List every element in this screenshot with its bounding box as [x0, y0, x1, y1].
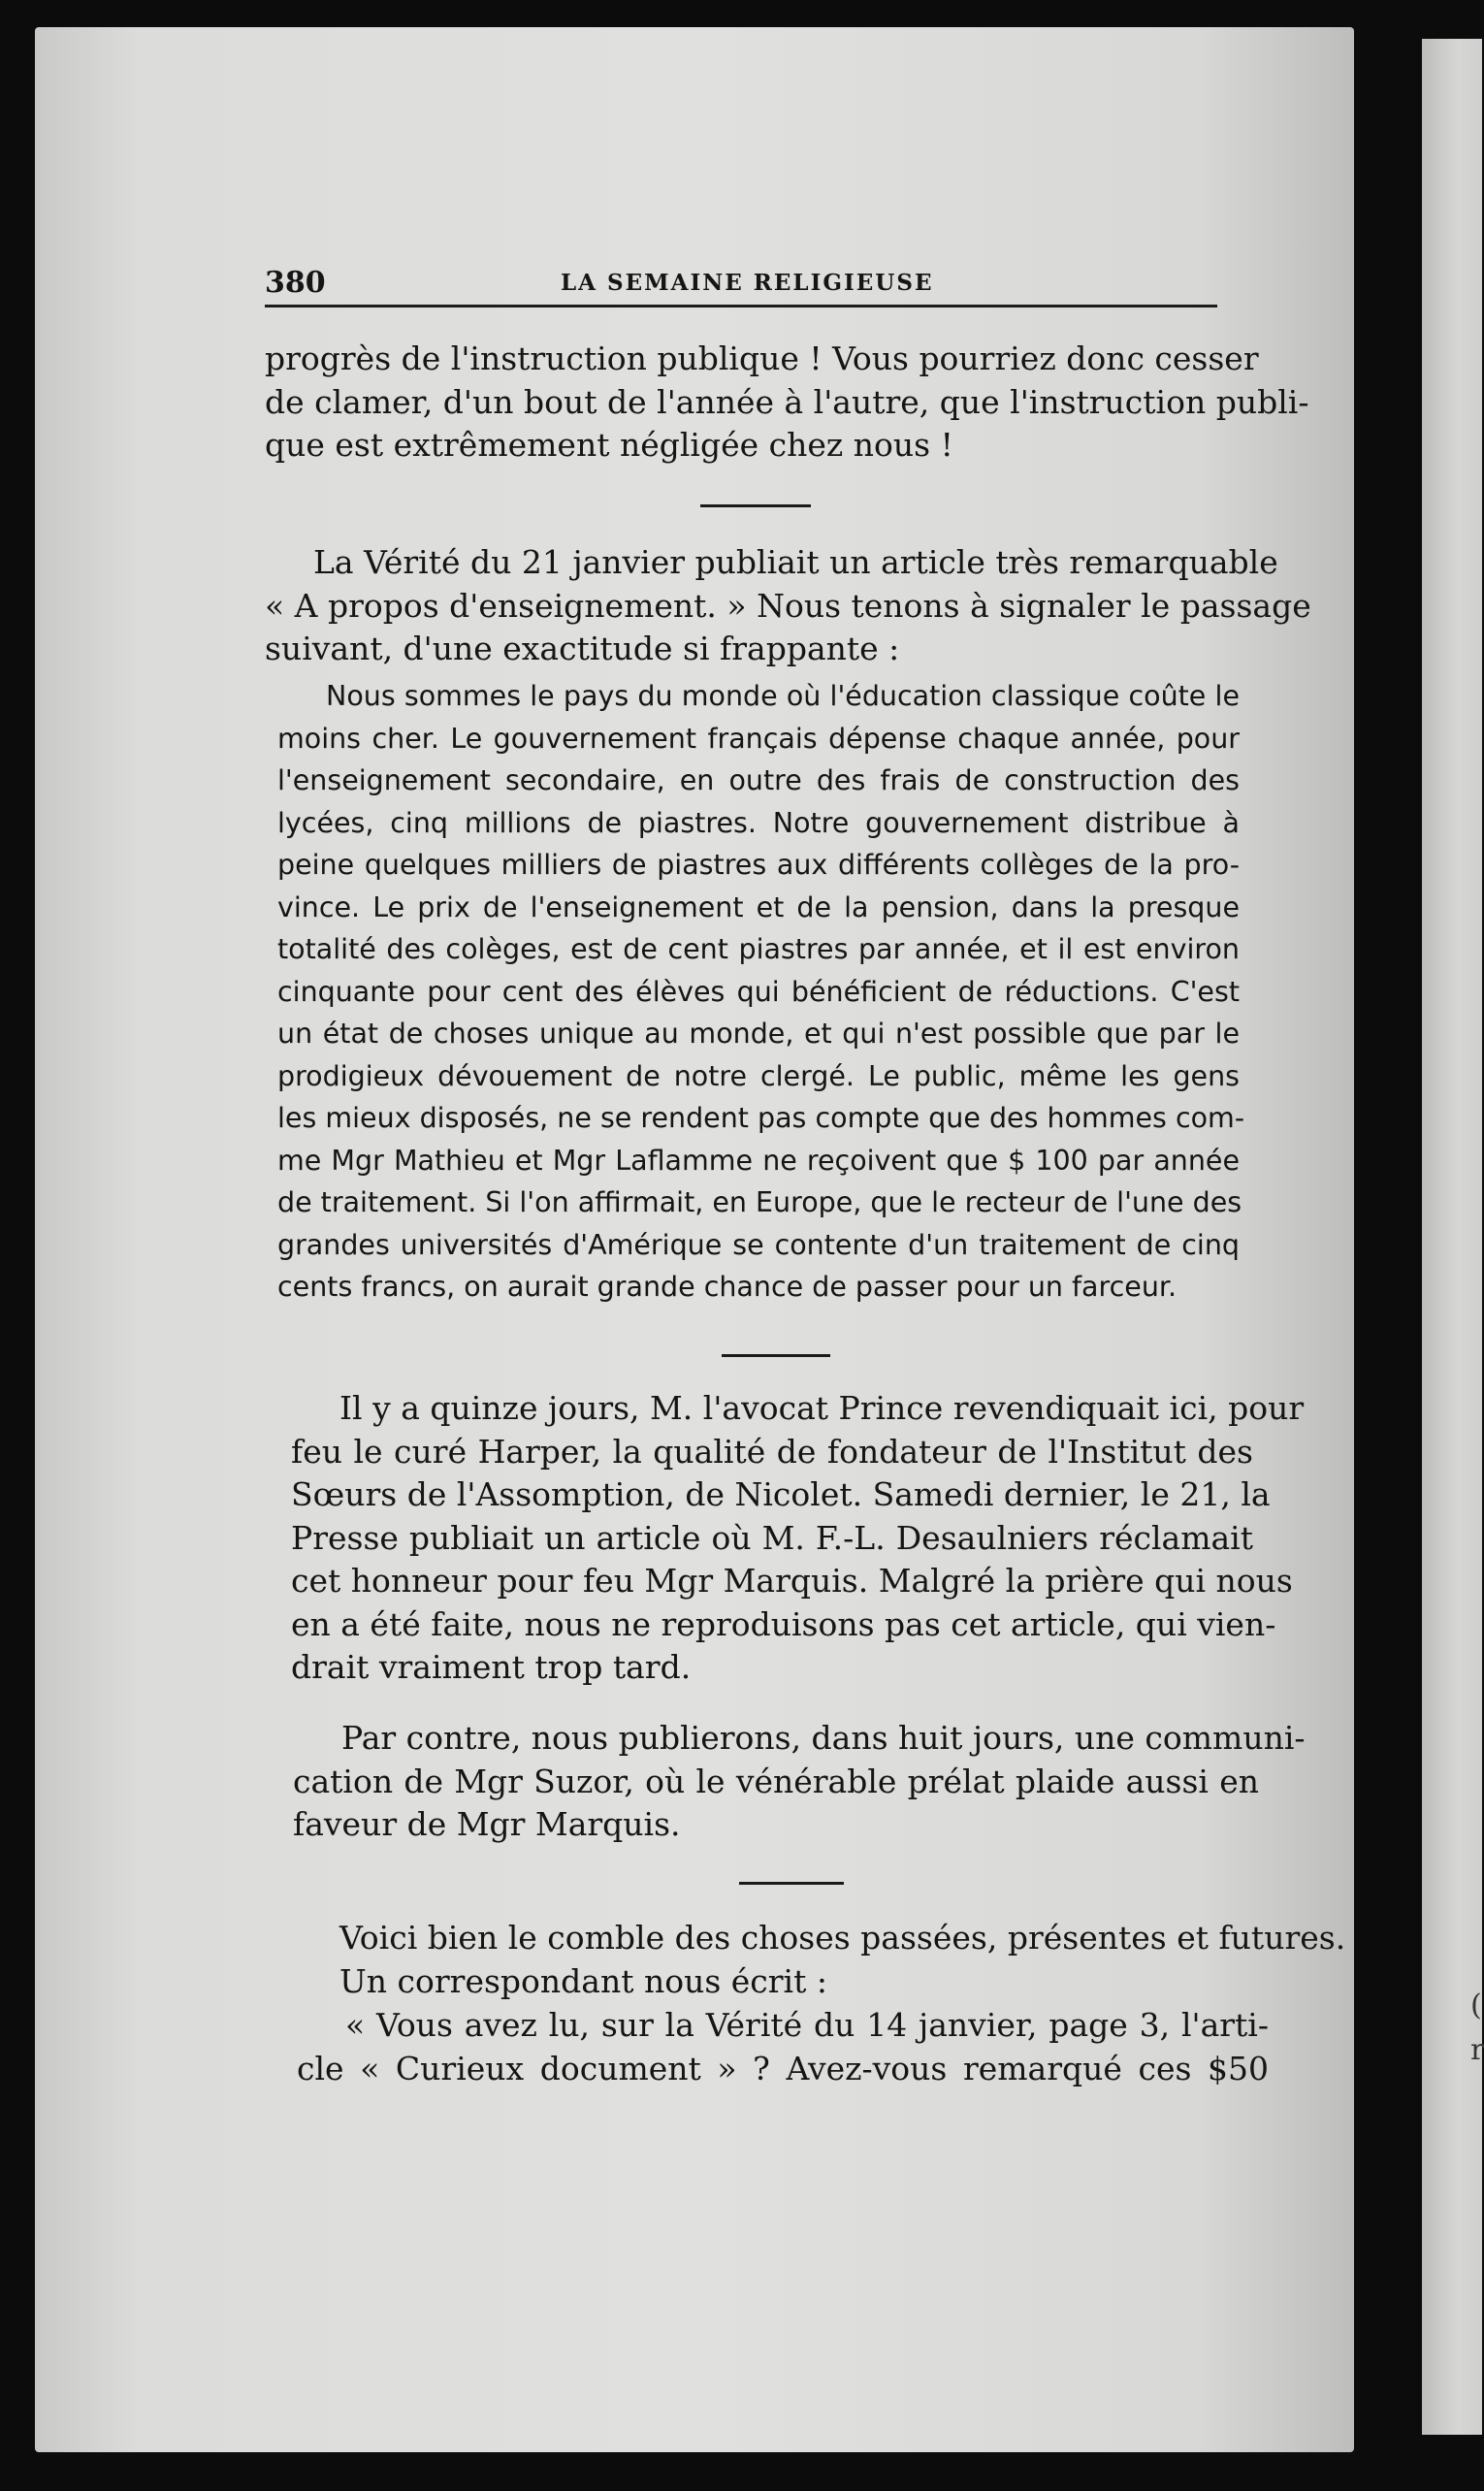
paragraph [291, 1387, 1305, 1690]
text-line: un état de choses unique au monde, et qui n'est possible que par le [277, 1018, 1240, 1050]
text-line: cation de Mgr Suzor, où le vénérable prélat plaide aussi en [293, 1762, 1259, 1800]
page-number: 380 [265, 266, 326, 300]
paragraph [265, 338, 1309, 468]
text-line: Par contre, nous publierons, dans huit jours, une communi- [341, 1719, 1306, 1757]
text-line: de clamer, d'un bout de l'année à l'autre, que l'instruction publi- [265, 382, 1309, 421]
text-line: me Mgr Mathieu et Mgr Laflamme ne reçoivent que $ 100 par année [277, 1144, 1240, 1177]
text-line: de traitement. Si l'on affirmait, en Europe, que le recteur de l'une des [277, 1186, 1242, 1218]
text-line: peine quelques milliers de piastres aux différents collèges de la pro- [277, 849, 1240, 881]
text-line: « Vous avez lu, sur la Vérité du 14 janvier, page 3, l'arti- [345, 2006, 1269, 2044]
text-line: moins cher. Le gouvernement français dépense chaque année, pour [277, 722, 1240, 755]
text-line: Presse publiait un article où M. F.-L. Desaulniers réclamait [291, 1518, 1253, 1557]
text-line: lycées, cinq millions de piastres. Notre gouvernement distribue à [277, 806, 1240, 839]
text-line: Nous sommes le pays du monde où l'éducation classique coûte le [326, 680, 1240, 712]
section-divider [739, 1882, 844, 1885]
page-header [265, 260, 1217, 307]
text-line: Sœurs de l'Assomption, de Nicolet. Samedi dernier, le 21, la [291, 1475, 1271, 1513]
text-line: Voici bien le comble des choses passées, présentes et futures. [339, 1919, 1346, 1957]
text-line: cinquante pour cent des élèves qui bénéficient de réductions. C'est [277, 975, 1240, 1008]
facing-page-char: ( [1470, 1989, 1482, 2022]
paragraph [291, 1917, 1346, 2003]
text-line: cet honneur pour feu Mgr Marquis. Malgré la prière qui nous [291, 1562, 1293, 1600]
text-line: prodigieux dévouement de notre clergé. Le public, même les gens [277, 1059, 1240, 1092]
text-line: suivant, d'une exactitude si frappante : [265, 630, 900, 667]
text-line: La Vérité du 21 janvier publiait un article très remarquable [313, 543, 1278, 581]
quoted-passage [277, 675, 1245, 1309]
text-line: cle « Curieux document » ? Avez-vous remarqué ces $50 [297, 2049, 1269, 2087]
text-line: vince. Le prix de l'enseignement et de la pension, dans la presque [277, 890, 1240, 923]
section-divider [700, 504, 811, 507]
facing-page-edge [1422, 39, 1482, 2435]
paragraph [297, 2004, 1269, 2090]
text-line: « A propos d'enseignement. » Nous tenons à signaler le passage [265, 586, 1311, 625]
text-line: les mieux disposés, ne se rendent pas compte que des hommes com- [277, 1102, 1245, 1134]
text-line: en a été faite, nous ne reproduisons pas cet article, qui vien- [291, 1604, 1276, 1643]
text-line: feu le curé Harper, la qualité de fondateur de l'Institut des [291, 1432, 1253, 1471]
text-line: cents francs, on aurait grande chance de passer pour un farceur. [277, 1271, 1178, 1303]
text-line: Il y a quinze jours, M. l'avocat Prince revendiquait ici, pour [339, 1389, 1305, 1427]
text-line: progrès de l'instruction publique ! Vous pourriez donc cesser [265, 340, 1259, 377]
text-line: grandes universités d'Amérique se contente d'un traitement de cinq [277, 1228, 1240, 1261]
text-line: l'enseignement secondaire, en outre des frais de construction des [277, 764, 1240, 796]
paragraph [293, 1717, 1306, 1847]
facing-page-char: r [1470, 2033, 1484, 2067]
text-line: Un correspondant nous écrit : [339, 1961, 827, 2000]
text-line: drait vraiment trop tard. [291, 1648, 692, 1686]
paragraph [265, 541, 1311, 671]
text-line: que est extrêmement négligée chez nous ! [265, 426, 953, 464]
running-title: LA SEMAINE RELIGIEUSE [561, 270, 934, 296]
section-divider [722, 1354, 830, 1357]
text-line: faveur de Mgr Marquis. [293, 1805, 681, 1843]
text-line: totalité des colèges, est de cent piastres par année, et il est environ [277, 933, 1240, 965]
